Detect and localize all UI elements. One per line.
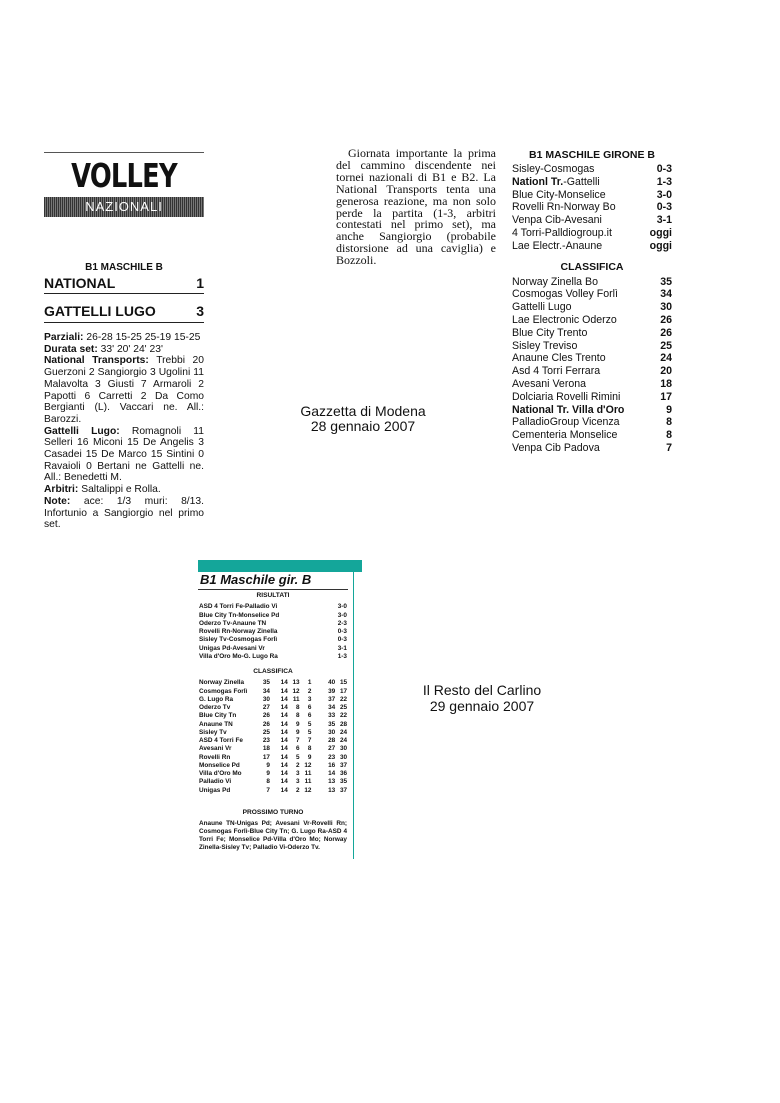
risultati-score: 3-0	[337, 603, 347, 611]
cell-team-name: G. Lugo Ra	[199, 695, 234, 703]
cell-won: 9	[296, 728, 300, 736]
carlino-standings-title: CLASSIFICA	[253, 668, 293, 675]
carlino-standings-row	[199, 737, 347, 745]
standings-team: National Tr. Villa d'Oro	[512, 403, 625, 416]
carlino-standings-row	[199, 770, 347, 778]
article-text: Giornata importante la prima del cammino discendente nei tornei nazionali di B1 e B2. La National Transports tenta una generosa reazione, ma non solo perde la partita (1-3, arbitri contestati nel primo set), ma anche Sangiorgio (probabile distorsione ad una caviglia) e Bozzoli.	[336, 146, 496, 268]
risultati-title: RISULTATI	[256, 592, 290, 599]
standings-points: 24	[660, 352, 672, 365]
standings-points: 20	[660, 365, 672, 378]
result-row	[512, 214, 672, 227]
risultati-score: 3-0	[337, 611, 347, 619]
risultati-match: Blue City Tn-Monselice Pd	[199, 611, 280, 619]
standings-title: CLASSIFICA	[560, 260, 624, 273]
result-score: 1-3	[656, 175, 672, 188]
standings-points: 35	[660, 275, 672, 288]
match-league-label: B1 MASCHILE B	[85, 262, 163, 273]
standings-team: Lae Electronic Oderzo	[512, 313, 617, 326]
carlino-standings-row	[199, 688, 347, 696]
cell-points: 9	[266, 770, 270, 777]
cell-sets-won: 23	[328, 753, 336, 761]
section-subtitle: NAZIONALI	[85, 199, 163, 214]
source-date: 29 gennaio 2007	[429, 698, 535, 714]
cell-sets-lost: 30	[339, 753, 348, 761]
cell-won: 2	[296, 761, 300, 769]
standings-team: Asd 4 Torri Ferrara	[512, 365, 601, 378]
carlino-standings-row	[199, 696, 347, 704]
cell-team-name: Rovelli Rn	[199, 753, 231, 761]
results-title: B1 MASCHILE GIRONE B	[528, 149, 655, 161]
result-match: Sisley-Cosmogas	[512, 163, 595, 175]
cell-played: 14	[280, 728, 288, 736]
carlino-title-rule	[198, 589, 348, 590]
carlino-title: B1 Maschile gir. B	[200, 572, 312, 587]
standings-row	[512, 404, 672, 417]
detail-value: 33' 20' 24' 23'	[100, 343, 163, 355]
detail-gattelli	[44, 426, 204, 485]
standings-team: Blue City Trento	[512, 326, 588, 339]
detail-label: Gattelli Lugo:	[44, 425, 120, 437]
cell-lost: 6	[307, 704, 312, 711]
cell-team-name: Sisley Tv	[199, 728, 227, 736]
cell-sets-won: 37	[328, 695, 336, 703]
result-row	[512, 201, 672, 214]
cell-sets-lost: 30	[339, 745, 348, 753]
result-row	[512, 240, 672, 253]
carlino-standings-table	[199, 679, 347, 795]
result-match: Venpa Cib-Avesani	[512, 214, 602, 227]
detail-note	[44, 496, 204, 531]
detail-value: Saltalippi e Rolla.	[81, 484, 161, 496]
cell-lost: 6	[307, 712, 312, 720]
cell-points: 23	[262, 737, 270, 744]
cell-points: 34	[262, 687, 270, 695]
detail-value: 26-28 15-25 25-19 15-25	[86, 332, 201, 343]
cell-lost: 5	[307, 720, 312, 728]
risultati-row	[199, 603, 347, 611]
cell-sets-won: 39	[328, 687, 336, 695]
cell-points: 26	[262, 712, 270, 720]
teal-bar	[198, 560, 362, 572]
prossimo-text: Anaune TN-Unigas Pd; Avesani Vr-Rovelli Rn; Cosmogas Forlì-Blue City Tn; G. Lugo Ra-ASD 4 Torri Fe; Monselice Pd-Villa d'Oro Mo; Norway Zinella-Sisley Tv; Palladio Vi-Oderzo Tv.	[199, 820, 347, 851]
detail-parziali	[44, 332, 204, 344]
source-name: Gazzetta di Modena	[300, 403, 426, 419]
carlino-content	[199, 592, 347, 852]
section-band	[44, 197, 204, 217]
risultati-score: 1-3	[337, 652, 347, 660]
standings-points: 25	[660, 339, 672, 352]
detail-label: Arbitri:	[44, 484, 79, 496]
carlino-standings-row	[199, 778, 347, 786]
cell-sets-lost: 24	[339, 728, 348, 736]
cell-points: 7	[266, 786, 270, 794]
cell-team-name: Villa d'Oro Mo	[199, 770, 242, 777]
standings-row	[512, 327, 672, 340]
detail-value: Romagnoli 11 Selleri 16 Miconi 15 De Angelis 3 Casadei 15 De Marco 15 Sintini 0 Ravaioli 0 Bertani ne Gattelli ne. All.: Benedetti M.	[44, 425, 204, 484]
risultati-list	[199, 603, 347, 661]
risultati-row	[199, 612, 347, 620]
section-title: VOLLEY	[71, 156, 177, 195]
standings-row	[512, 391, 672, 404]
cell-points: 9	[266, 761, 270, 769]
carlino-box	[198, 560, 362, 860]
cell-lost: 9	[307, 753, 312, 761]
standings-team: Cementeria Monselice	[512, 429, 618, 442]
standings-team: Venpa Cib Padova	[512, 441, 600, 454]
cell-lost: 5	[307, 728, 312, 736]
cell-lost: 3	[307, 695, 312, 703]
cell-played: 14	[280, 761, 288, 769]
standings-team: Dolciaria Rovelli Rimini	[512, 390, 621, 403]
result-score: 3-1	[656, 214, 672, 227]
standings-row	[512, 301, 672, 314]
away-team: GATTELLI LUGO	[44, 303, 156, 319]
cell-played: 14	[280, 753, 288, 761]
results-box	[512, 149, 672, 455]
cell-points: 26	[262, 720, 270, 728]
detail-value: ace: 1/3 muri: 8/13. Infortunio a Sangiorgio nel primo set.	[44, 495, 204, 531]
result-row	[512, 163, 672, 176]
cell-sets-lost: 17	[339, 687, 348, 695]
cell-won: 6	[296, 745, 300, 753]
cell-sets-won: 28	[328, 737, 336, 744]
standings-points: 18	[660, 377, 672, 390]
standings-row	[512, 378, 672, 391]
cell-sets-won: 14	[328, 770, 336, 777]
cell-team-name: ASD 4 Torri Fe	[199, 737, 243, 744]
cell-points: 30	[262, 695, 270, 703]
cell-lost: 8	[307, 745, 312, 753]
carlino-standings-row	[199, 754, 347, 762]
match-report	[44, 262, 204, 531]
cell-sets-lost: 22	[339, 712, 348, 720]
result-match: Rovelli Rn-Norway Bo	[512, 201, 616, 214]
carlino-standings-row	[199, 729, 347, 737]
standings-points: 30	[660, 301, 672, 314]
risultati-match: Villa d'Oro Mo-G. Lugo Ra	[199, 652, 278, 660]
result-score: oggi	[649, 226, 672, 239]
cell-team-name: Blue City Tn	[199, 712, 237, 720]
cell-sets-lost: 25	[339, 704, 348, 711]
cell-sets-won: 27	[328, 745, 336, 753]
cell-points: 35	[262, 679, 270, 687]
standings-points: 8	[666, 429, 672, 442]
standings-points: 8	[666, 416, 672, 429]
cell-sets-lost: 22	[339, 695, 348, 703]
risultati-match: Sisley Tv-Cosmogas Forlì	[199, 636, 278, 644]
result-match-bold: Nationl Tr.	[512, 175, 564, 188]
standings-row	[512, 352, 672, 365]
home-team: NATIONAL	[44, 275, 116, 291]
cell-won: 3	[296, 778, 300, 786]
cell-won: 9	[296, 720, 300, 728]
standings-row	[512, 442, 672, 455]
cell-team-name: Oderzo Tv	[199, 704, 231, 711]
header-rule	[44, 152, 204, 153]
risultati-row	[199, 645, 347, 653]
cell-team-name: Monselice Pd	[199, 761, 240, 769]
result-score: oggi	[649, 239, 672, 252]
cell-team-name: Avesani Vr	[199, 745, 232, 753]
cell-sets-lost: 35	[339, 778, 348, 786]
result-match: 4 Torri-Palldiogroup.it	[512, 226, 612, 239]
risultati-row	[199, 620, 347, 628]
risultati-match: Unigas Pd-Avesani Vr	[199, 644, 265, 652]
standings-row	[512, 314, 672, 327]
standings-row	[512, 429, 672, 442]
results-list	[512, 163, 672, 253]
home-score: 1	[196, 275, 204, 291]
detail-arbitri	[44, 484, 204, 496]
cell-lost: 7	[307, 737, 312, 744]
standings-team: Gattelli Lugo	[512, 301, 572, 314]
cell-team-name: Unigas Pd	[199, 786, 231, 794]
cell-points: 27	[262, 704, 270, 711]
cell-sets-lost: 24	[339, 737, 348, 744]
result-row	[512, 227, 672, 240]
cell-sets-won: 16	[328, 761, 336, 769]
standings-points: 26	[660, 326, 672, 339]
detail-label: Durata set:	[44, 343, 98, 355]
cell-points: 25	[262, 728, 270, 736]
standings-points: 26	[660, 313, 672, 326]
standings-points: 34	[660, 288, 672, 301]
standings-points: 17	[660, 390, 672, 403]
detail-label: National Transports:	[44, 355, 149, 367]
teal-side-rule	[353, 572, 354, 859]
score-row-home	[44, 274, 204, 294]
cell-played: 14	[280, 737, 288, 744]
match-details	[44, 332, 204, 531]
cell-sets-won: 40	[328, 679, 336, 687]
score-row-away	[44, 302, 204, 323]
cell-won: 8	[296, 712, 300, 720]
carlino-standings-row	[199, 712, 347, 720]
cell-played: 14	[280, 695, 288, 703]
cell-sets-won: 35	[328, 720, 336, 728]
risultati-row	[199, 636, 347, 644]
standings-team: Anaune Cles Trento	[512, 352, 606, 365]
cell-played: 14	[280, 679, 288, 687]
cell-points: 8	[266, 778, 270, 786]
cell-sets-won: 33	[328, 712, 336, 720]
cell-played: 14	[280, 687, 288, 695]
standings-row	[512, 288, 672, 301]
cell-sets-won: 13	[328, 778, 336, 786]
standings-team: Sisley Treviso	[512, 339, 578, 352]
cell-sets-won: 34	[328, 704, 336, 711]
carlino-standings-row	[199, 721, 347, 729]
risultati-row	[199, 653, 347, 661]
prossimo-title: PROSSIMO TURNO	[242, 808, 304, 816]
section-header	[44, 152, 204, 220]
cell-lost: 1	[307, 679, 312, 687]
cell-played: 14	[280, 704, 288, 711]
cell-points: 17	[262, 753, 270, 761]
cell-lost: 12	[304, 786, 312, 794]
standings-list	[512, 276, 672, 455]
detail-durata	[44, 344, 204, 356]
cell-team-name: Cosmogas Forlì	[199, 687, 248, 695]
cell-won: 7	[296, 737, 300, 744]
risultati-match: ASD 4 Torri Fe-Palladio Vi	[199, 603, 278, 611]
carlino-standings-row	[199, 704, 347, 712]
result-score: 0-3	[656, 201, 672, 214]
cell-won: 8	[296, 704, 300, 711]
cell-won: 5	[296, 753, 300, 761]
detail-label: Parziali:	[44, 332, 84, 343]
carlino-standings-row	[199, 787, 347, 795]
cell-won: 11	[292, 695, 300, 703]
standings-row	[512, 276, 672, 289]
detail-value: Trebbi 20 Guerzoni 2 Sangiorgio 3 Ugolini 11 Malavolta 3 Giusti 7 Armaroli 2 Papotti 6 Carretti 2 Da Como Bergianti (L). Vaccari ne. All.: Barozzi.	[44, 355, 204, 425]
carlino-standings-row	[199, 679, 347, 687]
carlino-standings-row	[199, 762, 347, 770]
risultati-row	[199, 628, 347, 636]
risultati-score: 3-1	[337, 644, 347, 652]
cell-played: 14	[280, 712, 288, 720]
source-caption-gazzetta	[270, 404, 456, 434]
result-row	[512, 189, 672, 202]
standings-team: PalladioGroup Vicenza	[512, 416, 620, 429]
cell-sets-lost: 37	[339, 786, 348, 794]
source-name: Il Resto del Carlino	[422, 682, 542, 698]
cell-lost: 12	[304, 761, 312, 769]
source-caption-carlino	[398, 682, 566, 714]
cell-won: 13	[292, 679, 300, 687]
cell-won: 2	[296, 786, 300, 794]
cell-played: 14	[280, 745, 288, 753]
risultati-match: Oderzo Tv-Anaune TN	[199, 619, 267, 627]
cell-points: 18	[262, 745, 270, 753]
cell-sets-won: 30	[328, 728, 336, 736]
standings-team: Avesani Verona	[512, 377, 587, 390]
cell-played: 14	[280, 770, 288, 777]
carlino-standings-row	[199, 745, 347, 753]
cell-won: 3	[296, 770, 300, 777]
standings-team: Cosmogas Volley Forlì	[512, 288, 618, 301]
risultati-score: 2-3	[337, 619, 347, 627]
cell-sets-lost: 36	[339, 770, 348, 777]
article	[336, 148, 496, 267]
detail-label: Note:	[44, 495, 71, 507]
standings-row	[512, 365, 672, 378]
cell-played: 14	[280, 778, 288, 786]
cell-lost: 11	[304, 778, 312, 786]
cell-lost: 2	[307, 687, 312, 695]
cell-sets-lost: 15	[339, 679, 348, 687]
cell-sets-lost: 28	[339, 720, 348, 728]
cell-won: 12	[292, 687, 300, 695]
detail-national	[44, 355, 204, 425]
result-match: Lae Electr.-Anaune	[512, 239, 603, 252]
cell-team-name: Norway Zinella	[199, 679, 245, 687]
result-score: 3-0	[656, 188, 672, 201]
standings-points: 7	[666, 441, 672, 454]
result-match	[512, 176, 600, 189]
cell-team-name: Anaune TN	[199, 720, 233, 728]
standings-points: 9	[666, 403, 672, 416]
result-match: Blue City-Monselice	[512, 188, 606, 201]
risultati-score: 0-3	[337, 628, 347, 635]
cell-played: 14	[280, 786, 288, 794]
result-row	[512, 176, 672, 189]
cell-sets-lost: 37	[339, 761, 348, 769]
away-score: 3	[196, 303, 204, 319]
standings-team: Norway Zinella Bo	[512, 275, 598, 288]
standings-row	[512, 340, 672, 353]
risultati-score: 0-3	[337, 636, 347, 644]
source-date: 28 gennaio 2007	[310, 418, 416, 434]
cell-team-name: Palladio Vi	[199, 778, 232, 786]
standings-row	[512, 416, 672, 429]
result-score: 0-3	[656, 163, 672, 175]
cell-played: 14	[280, 720, 288, 728]
risultati-match: Rovelli Rn-Norway Zinella	[199, 628, 278, 635]
cell-sets-won: 13	[328, 786, 336, 794]
cell-lost: 11	[304, 770, 312, 777]
result-match-rest: -Gattelli	[563, 175, 600, 188]
